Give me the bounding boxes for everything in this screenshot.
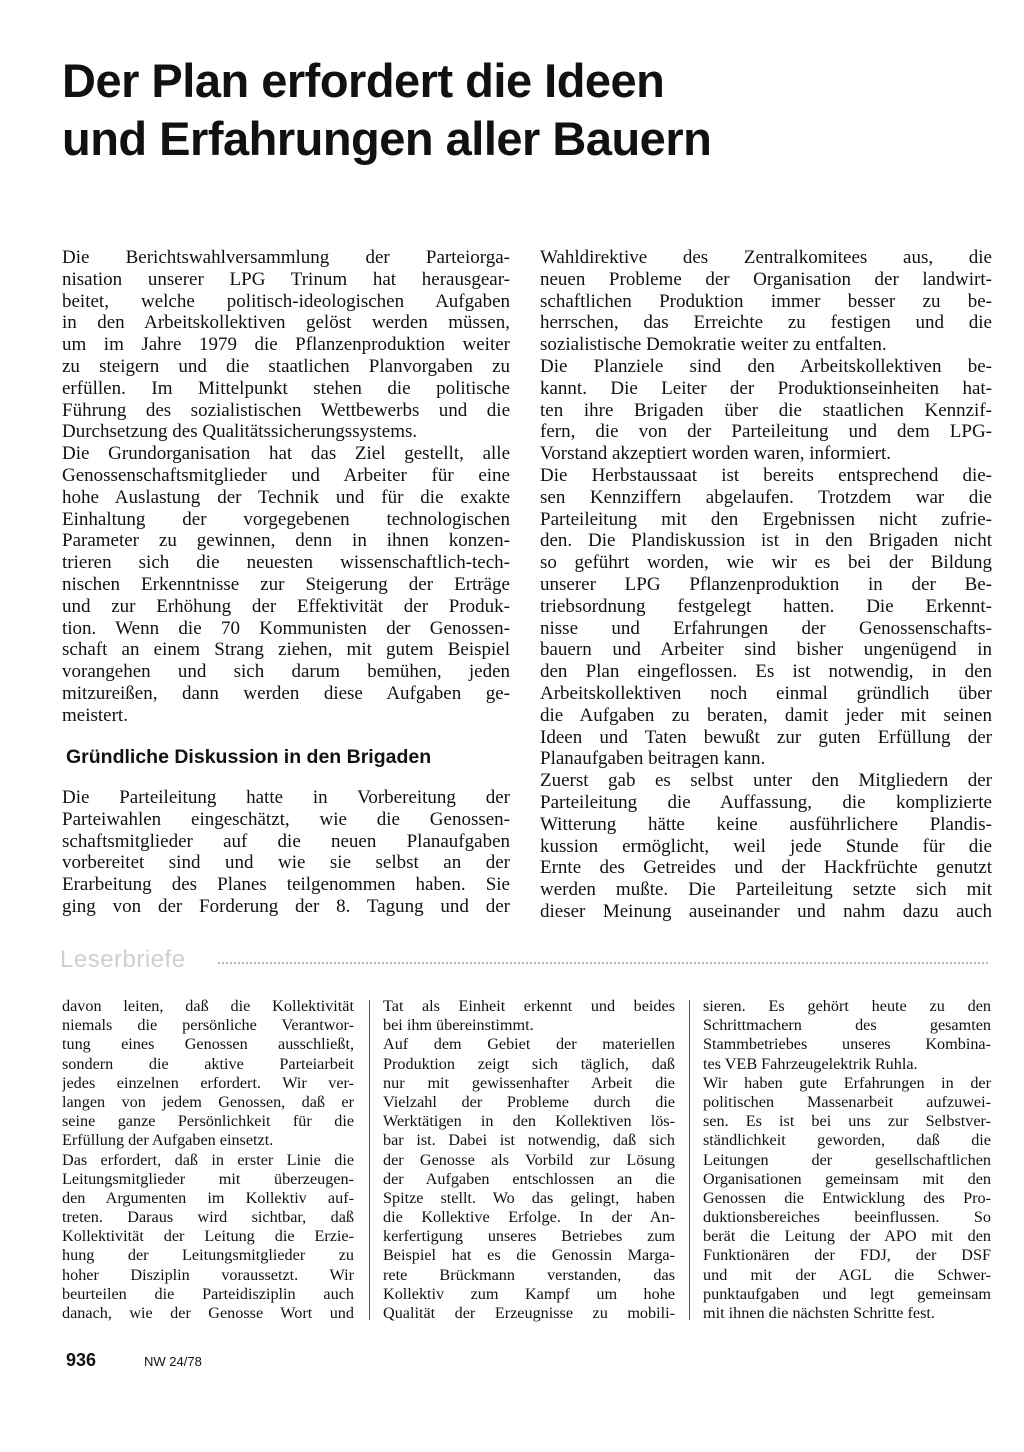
- text-line: herrschen, das Erreichte zu festigen und die: [540, 312, 992, 334]
- text-line: Die Herbstaussaat ist bereits entsprechend die-: [540, 464, 992, 486]
- text-line: tion. Wenn die 70 Kommunisten der Genossen-: [62, 617, 510, 639]
- text-line: in den Arbeitskollektiven gelöst werden müssen,: [62, 312, 510, 334]
- text-line: Die Grundorganisation hat das Ziel gestellt, alle: [62, 443, 510, 465]
- text-line: sen. Es ist bei uns zur Selbstver-: [703, 1112, 991, 1131]
- text-line: sieren. Es gehört heute zu den: [703, 997, 991, 1015]
- text-line: tes VEB Fahrzeugelektrik Ruhla.: [703, 1054, 918, 1073]
- text-line: den Argumenten im Kollektiv auf-: [62, 1188, 354, 1207]
- text-line: unserer LPG Pflanzenproduktion in der Be-: [540, 573, 992, 595]
- text-line: bauern und Arbeiter sind bisher ungenügend in: [540, 639, 992, 661]
- article-title: [62, 52, 962, 168]
- text-line: Die Berichtswahlversammlung der Parteiorga-: [62, 247, 510, 268]
- text-line: Ernte des Getreides und der Hackfrüchte genutzt: [540, 857, 992, 879]
- text-line: danach, wie der Genosse Wort und: [62, 1304, 354, 1322]
- text-line: Parameter zu gewinnen, denn in ihnen konzen-: [62, 530, 510, 552]
- text-line: hoher Disziplin voraussetzt. Wir: [62, 1265, 354, 1284]
- text-line: davon leiten, daß die Kollektivität: [62, 997, 354, 1015]
- text-line: Die Parteileitung hatte in Vorbereitung der: [62, 787, 510, 808]
- text-line: nischen Erkenntnisse zur Steigerung der Erträge: [62, 573, 510, 595]
- text-line: beurteilen die Parteidisziplin auch: [62, 1284, 354, 1303]
- article-column-right: [540, 247, 992, 923]
- letters-column-1: [62, 997, 354, 1323]
- title-line: und Erfahrungen aller Bauern: [62, 112, 712, 165]
- text-line: ging von der Forderung der 8. Tagung und der: [62, 895, 510, 917]
- text-line: nisation unserer LPG Trinum hat herausgear-: [62, 268, 510, 290]
- text-line: triebsordnung festgelegt hatten. Die Erkennt-: [540, 595, 992, 617]
- text-line: Parteileitung die Auffassung, die komplizierte: [540, 791, 992, 813]
- text-line: Vielzahl der Probleme durch die: [383, 1092, 675, 1111]
- text-line: Stammbetriebes unseres Kombina-: [703, 1035, 991, 1054]
- text-line: dieser Meinung auseinander und nahm dazu auch: [540, 900, 992, 922]
- text-line: kannt. Die Leiter der Produktionseinheiten hat-: [540, 377, 992, 399]
- article-column-left-continued: [62, 787, 510, 918]
- text-line: die Aufgaben zu beraten, damit jeder mit seinen: [540, 704, 992, 726]
- text-line: Werktätigen in den Kollektiven lös-: [383, 1112, 675, 1131]
- letters-column-2: [383, 997, 675, 1323]
- text-line: Auf dem Gebiet der materiellen: [383, 1035, 675, 1054]
- text-line: so geführt worden, wie wir es bei der Bildung: [540, 552, 992, 574]
- text-line: kerfertigung unseres Betriebes zum: [383, 1227, 675, 1246]
- text-line: Leitungsmitglieder mit überzeugen-: [62, 1169, 354, 1188]
- text-line: rete Brückmann verstanden, das: [383, 1265, 675, 1284]
- text-line: Arbeitskollektiven noch einmal gründlich über: [540, 682, 992, 704]
- text-line: duktionsbereiches beeinflussen. So: [703, 1208, 991, 1227]
- text-line: nisse und Erfahrungen der Genossenschafts-: [540, 617, 992, 639]
- text-line: Zuerst gab es selbst unter den Mitgliedern der: [540, 770, 992, 792]
- text-line: schaftsmitglieder auf die neuen Planaufgaben: [62, 830, 510, 852]
- text-line: Organisationen gemeinsam mit den: [703, 1169, 991, 1188]
- text-line: Kollektivität der Leitung die Erzie-: [62, 1227, 354, 1246]
- text-line: Produktion zeigt sich täglich, daß: [383, 1054, 675, 1073]
- text-line: Parteiwahlen eingeschätzt, wie die Genossen-: [62, 808, 510, 830]
- text-line: die Kollektive Erfolge. In der An-: [383, 1208, 675, 1227]
- text-line: schaft an einem Strang ziehen, mit gutem Beispiel: [62, 639, 510, 661]
- text-line: und mit der AGL die Schwer-: [703, 1265, 991, 1284]
- text-line: Schrittmachern des gesamten: [703, 1016, 991, 1035]
- text-line: trieren sich die neuesten wissenschaftlich-tech-: [62, 552, 510, 574]
- text-line: Einhaltung der vorgegebenen technologischen: [62, 508, 510, 530]
- text-line: schaftlichen Produktion immer besser zu be-: [540, 290, 992, 312]
- rubric-divider: [218, 962, 988, 964]
- text-line: der Aufgaben entschlossen an die: [383, 1169, 675, 1188]
- text-line: berät die Leitung der APO mit den: [703, 1227, 991, 1246]
- text-line: Erarbeitung des Planes teilgenommen haben. Sie: [62, 874, 510, 896]
- text-line: Parteileitung mit den Ergebnissen nicht zufrie-: [540, 508, 992, 530]
- text-line: den. Die Plandiskussion ist in den Brigaden nicht: [540, 530, 992, 552]
- text-line: Wahldirektive des Zentralkomitees aus, die: [540, 247, 992, 268]
- text-line: um im Jahre 1979 die Pflanzenproduktion weiter: [62, 334, 510, 356]
- text-line: bei ihm übereinstimmt.: [383, 1016, 534, 1035]
- text-line: werden mußte. Die Parteileitung setzte sich mit: [540, 879, 992, 901]
- text-line: Ideen und Taten bewußt zur guten Erfüllung der: [540, 726, 992, 748]
- text-line: neuen Probleme der Organisation der landwirt-: [540, 268, 992, 290]
- text-line: nur mit gewissenhafter Arbeit die: [383, 1073, 675, 1092]
- text-line: Führung des sozialistischen Wettbewerbs und die: [62, 399, 510, 421]
- text-line: mit ihnen die nächsten Schritte fest.: [703, 1304, 935, 1322]
- text-line: Spitze stellt. Wo das gelingt, haben: [383, 1188, 675, 1207]
- text-line: hohe Auslastung der Technik und für die exakte: [62, 486, 510, 508]
- text-line: Durchsetzung des Qualitätssicherungssystems.: [62, 421, 418, 443]
- letters-column-3: [703, 997, 991, 1323]
- text-line: treten. Daraus wird sichtbar, daß: [62, 1208, 354, 1227]
- page-number: 936: [66, 1350, 97, 1370]
- text-line: Genossen die Entwicklung des Pro-: [703, 1188, 991, 1207]
- article-column-left: [62, 247, 510, 727]
- text-line: bar ist. Dabei ist notwendig, daß sich: [383, 1131, 675, 1150]
- text-line: Erfüllung der Aufgaben einsetzt.: [62, 1131, 274, 1150]
- text-line: kussion ermöglicht, weil jede Stunde für die: [540, 835, 992, 857]
- text-line: seine ganze Persönlichkeit für die: [62, 1112, 354, 1131]
- text-line: Wir haben gute Erfahrungen in der: [703, 1073, 991, 1092]
- issue-label: NW 24/78: [144, 1354, 202, 1369]
- text-line: Vorstand akzeptiert worden waren, informiert.: [540, 443, 892, 465]
- text-line: erfüllen. Im Mittelpunkt stehen die politische: [62, 377, 510, 399]
- text-line: sen Kennziffern abgelaufen. Trotzdem war die: [540, 486, 992, 508]
- column-divider: [689, 1000, 690, 1320]
- text-line: der Genosse als Vorbild zur Lösung: [383, 1150, 675, 1169]
- text-line: politischen Massenarbeit aufzuwei-: [703, 1092, 991, 1111]
- text-line: sozialistische Demokratie weiter zu entfalten.: [540, 334, 887, 356]
- text-line: fern, die von der Parteileitung und dem LPG-: [540, 421, 992, 443]
- text-line: Genossenschaftsmitglieder und Arbeiter für eine: [62, 464, 510, 486]
- title-line: Der Plan erfordert die Ideen: [62, 54, 665, 107]
- text-line: Leitungen der gesellschaftlichen: [703, 1150, 991, 1169]
- rubric-label: Leserbriefe: [60, 946, 186, 973]
- text-line: zu steigern und die staatlichen Planvorgaben zu: [62, 355, 510, 377]
- text-line: den Plan eingeflossen. Es ist notwendig, in den: [540, 661, 992, 683]
- text-line: Planaufgaben beitragen kann.: [540, 748, 766, 770]
- text-line: Das erfordert, daß in erster Linie die: [62, 1150, 354, 1169]
- text-line: langen von jedem Genossen, daß er: [62, 1092, 354, 1111]
- text-line: Kollektiv zum Kampf um hohe: [383, 1284, 675, 1303]
- text-line: vorbereitet sind und wie sie selbst an der: [62, 852, 510, 874]
- text-line: niemals die persönliche Verantwor-: [62, 1016, 354, 1035]
- text-line: punktaufgaben und legt gemeinsam: [703, 1284, 991, 1303]
- text-line: ständlichkeit geworden, daß die: [703, 1131, 991, 1150]
- text-line: sondern die aktive Parteiarbeit: [62, 1054, 354, 1073]
- text-line: beitet, welche politisch-ideologischen Aufgaben: [62, 290, 510, 312]
- text-line: tung eines Genossen ausschließt,: [62, 1035, 354, 1054]
- text-line: meistert.: [62, 704, 128, 726]
- section-subheading: Gründliche Diskussion in den Brigaden: [66, 746, 432, 768]
- text-line: vorangehen und sich darum bemühen, jeden: [62, 661, 510, 683]
- column-divider: [369, 1000, 370, 1320]
- text-line: ten ihre Brigaden über die staatlichen Kennzif-: [540, 399, 992, 421]
- text-line: Die Planziele sind den Arbeitskollektiven be-: [540, 355, 992, 377]
- text-line: jedes einzelnen erfordert. Wir ver-: [62, 1073, 354, 1092]
- text-line: mitzureißen, dann werden diese Aufgaben ge-: [62, 682, 510, 704]
- text-line: Funktionären der FDJ, der DSF: [703, 1246, 991, 1265]
- text-line: Witterung hätte keine ausführlichere Plandis-: [540, 813, 992, 835]
- text-line: Qualität der Erzeugnisse zu mobili-: [383, 1304, 675, 1322]
- text-line: Tat als Einheit erkennt und beides: [383, 997, 675, 1015]
- text-line: hung der Leitungsmitglieder zu: [62, 1246, 354, 1265]
- text-line: und zur Erhöhung der Effektivität der Produk-: [62, 595, 510, 617]
- text-line: Beispiel hat es die Genossin Marga-: [383, 1246, 675, 1265]
